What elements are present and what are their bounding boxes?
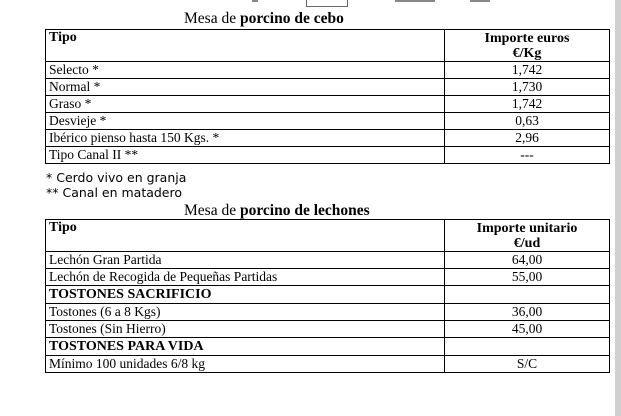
row-tipo: Tostones (Sin Hierro) <box>46 321 445 338</box>
row-tipo: Lechón Gran Partida <box>46 252 445 269</box>
row-importe: 45,00 <box>445 321 610 338</box>
table-row <box>46 321 610 338</box>
table-row <box>46 130 610 147</box>
header-importe: Importe unitario €/ud <box>445 220 610 252</box>
row-importe: 36,00 <box>445 304 610 321</box>
row-importe: 0,63 <box>445 113 610 130</box>
table-row <box>46 113 610 130</box>
row-tipo: Ibérico pienso hasta 150 Kgs. * <box>46 130 445 147</box>
header-tipo: Tipo <box>46 220 445 252</box>
table-row <box>46 147 610 164</box>
row-tipo: Tipo Canal II ** <box>46 147 445 164</box>
header-tipo: Tipo <box>46 30 445 62</box>
table-row <box>46 96 610 113</box>
section-row-vida <box>46 338 610 356</box>
cut-off-box <box>306 0 348 7</box>
row-tipo: Lechón de Recogida de Pequeñas Partidas <box>46 269 445 286</box>
table-row <box>46 62 610 79</box>
row-importe: 1,742 <box>445 96 610 113</box>
table-row <box>46 356 610 373</box>
table-row <box>46 269 610 286</box>
lechones-table <box>45 219 610 373</box>
row-tipo: Normal * <box>46 79 445 96</box>
section-label: TOSTONES SACRIFICIO <box>46 286 445 304</box>
note-granja: * Cerdo vivo en granja <box>46 170 187 185</box>
section-label: TOSTONES PARA VIDA <box>46 338 445 356</box>
row-importe: 1,742 <box>445 62 610 79</box>
table-row <box>46 252 610 269</box>
cebo-title: Mesa de porcino de cebo <box>184 10 344 27</box>
empty-cell <box>445 286 610 304</box>
row-tipo: Desvieje * <box>46 113 445 130</box>
section-row-sacrificio <box>46 286 610 304</box>
row-tipo: Selecto * <box>46 62 445 79</box>
cut-off-mark <box>252 0 258 2</box>
row-importe: 64,00 <box>445 252 610 269</box>
row-tipo: Graso * <box>46 96 445 113</box>
row-importe: 2,96 <box>445 130 610 147</box>
note-matadero: ** Canal en matadero <box>46 185 183 200</box>
row-importe: --- <box>445 147 610 164</box>
cut-off-mark <box>470 0 490 2</box>
row-importe: 1,730 <box>445 79 610 96</box>
top-cut-strip <box>0 0 621 9</box>
row-tipo: Mínimo 100 unidades 6/8 kg <box>46 356 445 373</box>
row-tipo: Tostones (6 a 8 Kgs) <box>46 304 445 321</box>
lechones-title: Mesa de porcino de lechones <box>184 202 370 219</box>
table-row <box>46 79 610 96</box>
scrollbar-edge[interactable] <box>615 0 621 416</box>
header-importe: Importe euros €/Kg <box>445 30 610 62</box>
row-importe: 55,00 <box>445 269 610 286</box>
table-header-row <box>46 30 610 62</box>
table-header-row <box>46 220 610 252</box>
cut-off-mark <box>395 0 435 2</box>
row-importe: S/C <box>445 356 610 373</box>
empty-cell <box>445 338 610 356</box>
cebo-table <box>45 29 610 164</box>
table-row <box>46 304 610 321</box>
